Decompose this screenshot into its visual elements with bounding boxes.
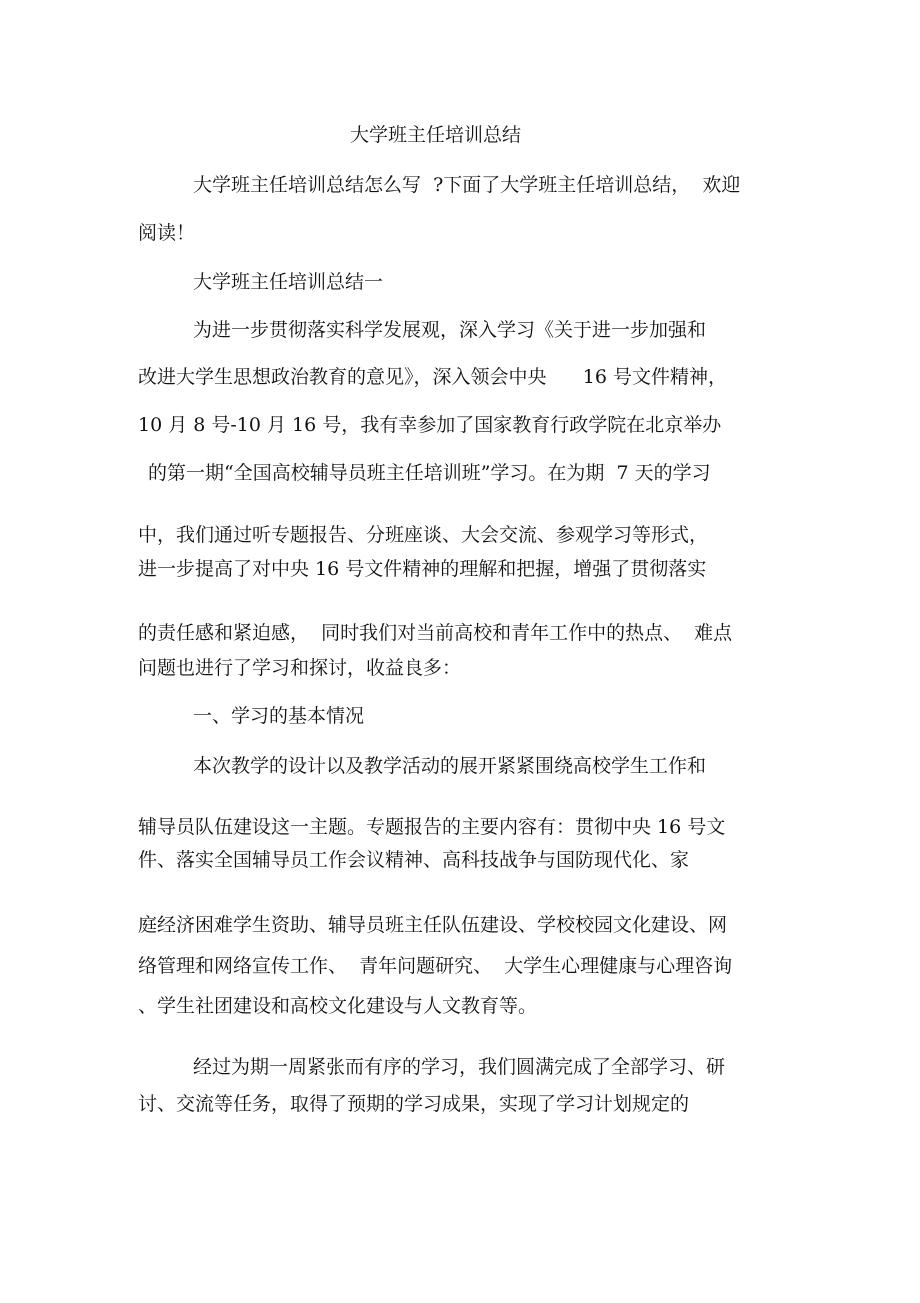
paragraph-line: 为进一步贯彻落实科学发展观，深入学习《关于进一步加强和 — [193, 319, 707, 341]
paragraph-line: 的第一期“全国高校辅导员班主任培训班”学习。在为期 7 天的学习 — [148, 462, 711, 484]
paragraph-line: 中，我们通过听专题报告、分班座谈、大会交流、参观学习等形式， — [138, 524, 709, 546]
paragraph-line: 经过为期一周紧张而有序的学习，我们圆满完成了全部学习、研 — [193, 1056, 726, 1078]
paragraph-line: 10 月 8 号-10 月 16 号，我有幸参加了国家教育行政学院在北京举办 — [138, 414, 722, 436]
paragraph-line: 庭经济困难学生资助、辅导员班主任队伍建设、学校校园文化建设、网 — [138, 914, 728, 936]
paragraph-line: 件、落实全国辅导员工作会议精神、高科技战争与国防现代化、家 — [138, 849, 690, 871]
paragraph-line: 问题也进行了学习和探讨，收益良多： — [138, 657, 462, 679]
section-heading: 一、学习的基本情况 — [193, 705, 365, 727]
section-heading: 大学班主任培训总结一 — [193, 271, 384, 293]
paragraph-line: 大学班主任培训总结怎么写 ?下面了大学班主任培训总结， 欢迎 — [193, 174, 741, 196]
paragraph-line: 辅导员队伍建设这一主题。专题报告的主要内容有：贯彻中央 16 号文 — [138, 816, 726, 838]
paragraph-line: 本次教学的设计以及教学活动的展开紧紧围绕高校学生工作和 — [193, 755, 707, 777]
paragraph-line: 讨、交流等任务，取得了预期的学习成果，实现了学习计划规定的 — [138, 1093, 690, 1115]
paragraph-line: 络管理和网络宣传工作、 青年问题研究、 大学生心理健康与心理咨询 — [138, 955, 733, 977]
paragraph-line: 改进大学生思想政治教育的意见》，深入领会中央 16 号文件精神， — [138, 366, 727, 388]
paragraph-line: 的责任感和紧迫感， 同时我们对当前高校和青年工作中的热点、 难点 — [138, 622, 733, 644]
document-title: 大学班主任培训总结 — [350, 124, 522, 146]
paragraph-line: 进一步提高了对中央 16 号文件精神的理解和把握，增强了贯彻落实 — [138, 558, 707, 580]
paragraph-line: 阅读！ — [138, 222, 196, 244]
paragraph-line: 、学生社团建设和高校文化建设与人文教育等。 — [138, 995, 538, 1017]
